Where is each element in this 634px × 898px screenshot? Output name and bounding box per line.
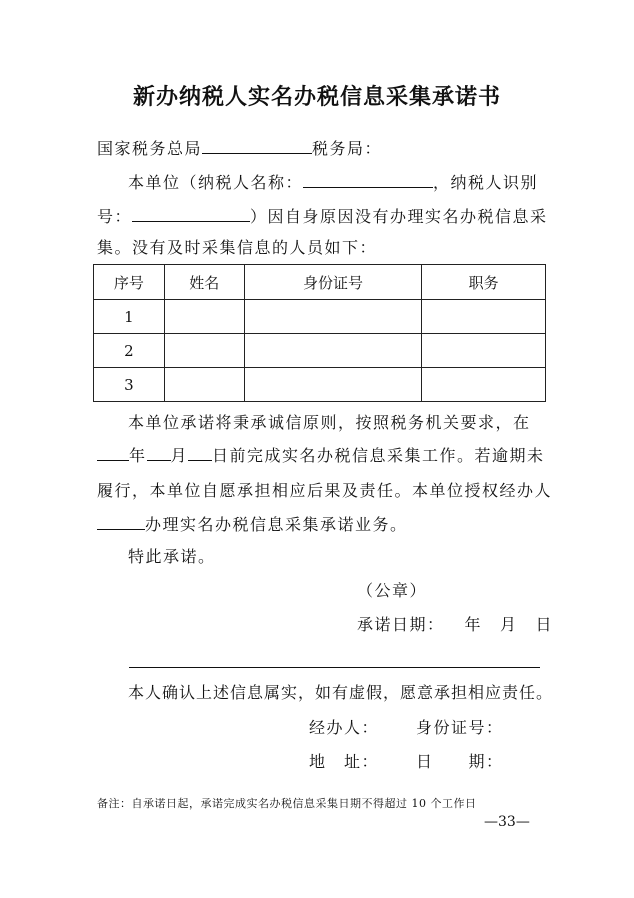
id-number-cell[interactable]: [244, 300, 422, 334]
intro-line-3: 集。没有及时采集信息的人员如下：: [97, 238, 378, 257]
addressee-suffix: 税务局：: [312, 139, 383, 158]
footnote: 备注：自承诺日起，承诺完成实名办税信息采集日期不得超过 10 个工作日: [97, 797, 477, 810]
col-header-name: 姓名: [164, 265, 244, 300]
promise-line-1: 本单位承诺将秉承诚信原则，按照税务机关要求，在: [128, 413, 531, 432]
promise-line4-suffix: 办理实名办税信息采集承诺业务。: [145, 515, 408, 534]
intro-line1-prefix: 本单位（纳税人名称：: [128, 173, 304, 192]
id-number-cell[interactable]: [244, 334, 422, 368]
month-label: 月: [170, 446, 189, 465]
intro-line-2: [97, 206, 548, 227]
promise-date-month: 月: [500, 615, 518, 634]
col-header-id-number: 身份证号: [244, 265, 422, 300]
name-cell[interactable]: [164, 368, 244, 402]
table-header-row: [94, 265, 546, 300]
name-cell[interactable]: [164, 334, 244, 368]
official-seal-label: （公章）: [357, 581, 428, 600]
intro-line1-suffix: ，纳税人识别: [433, 173, 539, 192]
serial-cell: 1: [94, 300, 165, 334]
serial-cell: 3: [94, 368, 165, 402]
day-blank[interactable]: [188, 445, 212, 461]
id-number-cell[interactable]: [244, 368, 422, 402]
position-cell[interactable]: [422, 300, 546, 334]
col-header-serial: 序号: [94, 265, 165, 300]
taxpayer-name-blank[interactable]: [303, 172, 433, 188]
year-label: 年: [129, 446, 147, 465]
col-header-position: 职务: [422, 265, 546, 300]
serial-cell: 2: [94, 334, 165, 368]
promise-line2-suffix: 日前完成实名办税信息采集工作。若逾期未: [212, 446, 545, 465]
taxpayer-id-blank[interactable]: [132, 206, 250, 222]
confirmation-text: 本人确认上述信息属实，如有虚假，愿意承担相应责任。: [128, 683, 554, 702]
page-number: —33—: [484, 814, 530, 830]
promise-date-line: [357, 615, 553, 635]
position-cell[interactable]: [422, 368, 546, 402]
intro-line-1: [128, 172, 538, 193]
promise-date-year: 年: [464, 615, 483, 634]
address-label: 地 址：: [309, 752, 380, 771]
agent-label: 经办人：: [309, 718, 380, 737]
agent-name-blank[interactable]: [97, 514, 145, 530]
tax-bureau-blank[interactable]: [202, 138, 312, 154]
promise-date-day: 日: [535, 615, 554, 634]
addressee-line: [97, 138, 382, 159]
closing-text: 特此承诺。: [128, 547, 216, 566]
date-label: 日 期：: [416, 752, 504, 771]
name-cell[interactable]: [164, 300, 244, 334]
intro-line2-suffix: ）因自身原因没有办理实名办税信息采: [250, 207, 548, 226]
id-number-label: 身份证号：: [416, 718, 504, 737]
table-row: [94, 368, 546, 402]
month-blank[interactable]: [147, 445, 171, 461]
personnel-table: [93, 264, 546, 402]
promise-date-label: 承诺日期：: [357, 615, 445, 634]
addressee-prefix: 国家税务总局: [97, 139, 203, 158]
promise-line-3: 履行，本单位自愿承担相应后果及责任。本单位授权经办人: [97, 481, 553, 500]
intro-line2-prefix: 号：: [97, 207, 133, 226]
separator-line: [129, 667, 540, 668]
table-row: [94, 334, 546, 368]
promise-line-2: [97, 445, 545, 466]
position-cell[interactable]: [422, 334, 546, 368]
document-title: 新办纳税人实名办税信息采集承诺书: [132, 85, 501, 110]
year-blank[interactable]: [97, 445, 129, 461]
table-row: [94, 300, 546, 334]
promise-line-4: [97, 514, 408, 535]
